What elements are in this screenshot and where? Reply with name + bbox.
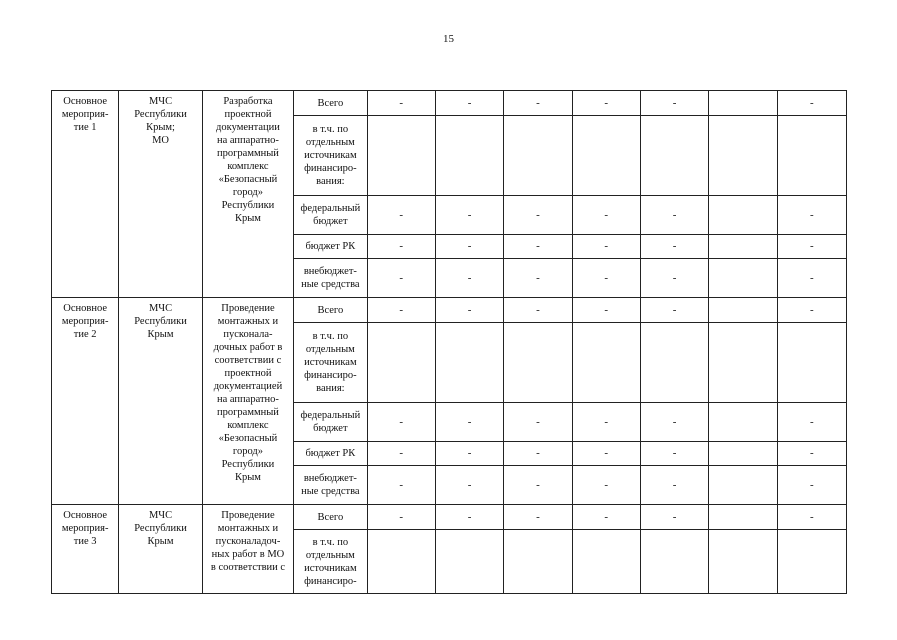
value-cell: - <box>435 442 503 466</box>
value-cell: - <box>640 466 708 505</box>
value-cell: - <box>777 466 846 505</box>
value-cell <box>709 91 777 116</box>
value-cell <box>572 530 640 594</box>
value-cell: - <box>640 91 708 116</box>
value-cell: - <box>435 403 503 442</box>
value-cell <box>777 530 846 594</box>
value-cell <box>709 530 777 594</box>
value-cell: - <box>367 442 435 466</box>
value-cell <box>435 116 503 196</box>
description-cell: Проведение монтажных и пусконаладоч- ных работ в МО в соответствии с <box>202 505 293 594</box>
value-cell <box>572 323 640 403</box>
value-cell: - <box>640 403 708 442</box>
value-cell <box>640 530 708 594</box>
value-cell <box>435 323 503 403</box>
value-cell: - <box>572 442 640 466</box>
value-cell <box>709 505 777 530</box>
value-cell: - <box>777 235 846 259</box>
value-cell: - <box>504 442 572 466</box>
executor-cell: МЧС Республики Крым <box>119 298 202 505</box>
value-cell: - <box>777 403 846 442</box>
funding-source-cell: в т.ч. по отдельным источникам финансиро- <box>294 530 367 594</box>
funding-table <box>51 90 847 594</box>
executor-cell: МЧС Республики Крым; МО <box>119 91 202 298</box>
value-cell <box>777 323 846 403</box>
value-cell: - <box>435 259 503 298</box>
value-cell: - <box>777 505 846 530</box>
value-cell <box>709 196 777 235</box>
value-cell <box>367 530 435 594</box>
funding-source-cell: Всего <box>294 298 367 323</box>
value-cell <box>504 530 572 594</box>
value-cell: - <box>435 298 503 323</box>
value-cell: - <box>504 196 572 235</box>
value-cell <box>709 323 777 403</box>
value-cell: - <box>640 505 708 530</box>
value-cell: - <box>367 91 435 116</box>
value-cell <box>640 323 708 403</box>
value-cell: - <box>640 196 708 235</box>
value-cell <box>709 466 777 505</box>
funding-source-cell: бюджет РК <box>294 442 367 466</box>
value-cell: - <box>367 298 435 323</box>
funding-source-cell: в т.ч. по отдельным источникам финансиро- вания: <box>294 323 367 403</box>
value-cell: - <box>777 298 846 323</box>
value-cell <box>504 323 572 403</box>
value-cell <box>367 323 435 403</box>
value-cell: - <box>367 505 435 530</box>
value-cell: - <box>572 196 640 235</box>
value-cell: - <box>504 91 572 116</box>
value-cell: - <box>367 403 435 442</box>
value-cell: - <box>504 505 572 530</box>
value-cell <box>709 298 777 323</box>
value-cell <box>504 116 572 196</box>
table-row <box>52 91 847 116</box>
value-cell: - <box>367 235 435 259</box>
value-cell: - <box>367 259 435 298</box>
activity-cell: Основное мероприя- тие 1 <box>52 91 119 298</box>
value-cell: - <box>435 196 503 235</box>
value-cell <box>709 259 777 298</box>
value-cell: - <box>572 403 640 442</box>
value-cell: - <box>435 466 503 505</box>
value-cell: - <box>435 505 503 530</box>
funding-source-cell: в т.ч. по отдельным источникам финансиро- вания: <box>294 116 367 196</box>
value-cell <box>709 403 777 442</box>
value-cell <box>709 235 777 259</box>
value-cell <box>367 116 435 196</box>
value-cell: - <box>504 298 572 323</box>
table-row <box>52 505 847 530</box>
value-cell <box>572 116 640 196</box>
value-cell: - <box>777 442 846 466</box>
value-cell: - <box>367 466 435 505</box>
executor-cell: МЧС Республики Крым <box>119 505 202 594</box>
value-cell: - <box>572 505 640 530</box>
description-cell: Проведение монтажных и пусконала- дочных работ в соответствии с проектной документацией на аппаратно- программный комплекс «Безопасный город» Республики Крым <box>202 298 293 505</box>
value-cell: - <box>572 259 640 298</box>
value-cell: - <box>777 196 846 235</box>
value-cell: - <box>435 235 503 259</box>
funding-source-cell: Всего <box>294 91 367 116</box>
description-cell: Разработка проектной документации на аппаратно- программный комплекс «Безопасный город» Республики Крым <box>202 91 293 298</box>
value-cell <box>709 442 777 466</box>
value-cell: - <box>504 235 572 259</box>
value-cell: - <box>572 235 640 259</box>
value-cell: - <box>640 298 708 323</box>
value-cell <box>777 116 846 196</box>
value-cell: - <box>777 259 846 298</box>
value-cell: - <box>504 466 572 505</box>
value-cell: - <box>504 259 572 298</box>
funding-source-cell: федеральный бюджет <box>294 196 367 235</box>
activity-cell: Основное мероприя- тие 3 <box>52 505 119 594</box>
value-cell: - <box>640 235 708 259</box>
value-cell <box>709 116 777 196</box>
value-cell: - <box>572 91 640 116</box>
value-cell: - <box>435 91 503 116</box>
funding-source-cell: внебюджет- ные средства <box>294 259 367 298</box>
table-row <box>52 298 847 323</box>
value-cell: - <box>640 259 708 298</box>
value-cell: - <box>504 403 572 442</box>
value-cell: - <box>367 196 435 235</box>
value-cell: - <box>572 466 640 505</box>
page-number: 15 <box>443 33 454 45</box>
value-cell <box>435 530 503 594</box>
value-cell: - <box>572 298 640 323</box>
value-cell: - <box>640 442 708 466</box>
activity-cell: Основное мероприя- тие 2 <box>52 298 119 505</box>
funding-source-cell: федеральный бюджет <box>294 403 367 442</box>
value-cell: - <box>777 91 846 116</box>
funding-source-cell: бюджет РК <box>294 235 367 259</box>
funding-source-cell: Всего <box>294 505 367 530</box>
value-cell <box>640 116 708 196</box>
funding-source-cell: внебюджет- ные средства <box>294 466 367 505</box>
